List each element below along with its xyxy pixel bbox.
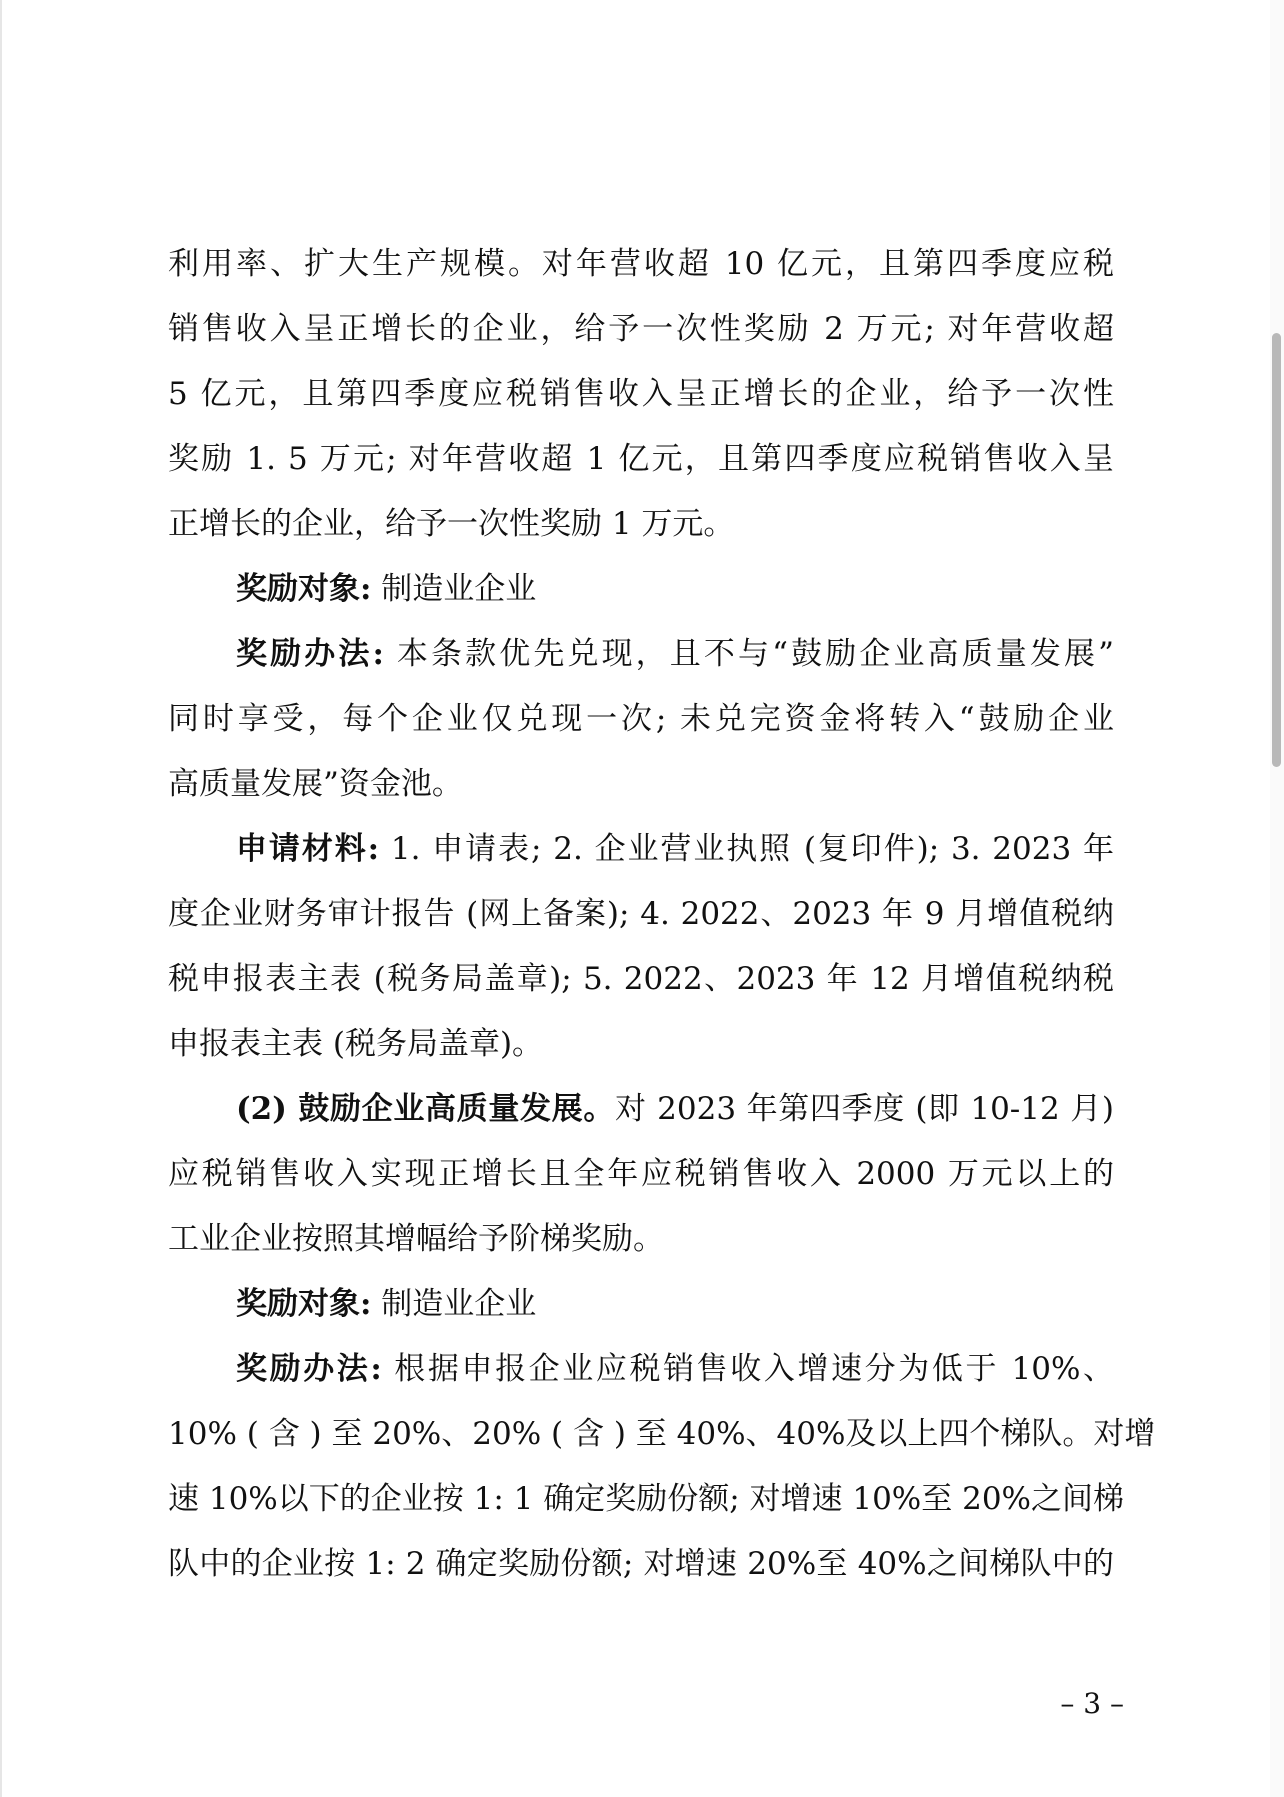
scrollbar-thumb[interactable] (1272, 333, 1281, 767)
section-text: 对 2023 年第四季度 (即 10-12 月) (615, 1091, 1115, 1127)
page-edge (0, 0, 2, 1797)
paragraph-line (168, 1012, 1114, 1077)
application-materials-text: 1. 申请表; 2. 企业营业执照 (复印件); 3. 2023 年 (379, 831, 1114, 867)
line-text: 同时享受，每个企业仅兑现一次; 未兑完资金将转入“鼓励企业 (168, 701, 1114, 737)
paragraph-line (168, 1532, 1114, 1597)
line-text: 速 10%以下的企业按 1: 1 确定奖励份额; 对增速 10%至 20%之间梯 (168, 1481, 1125, 1517)
reward-target-value: 制造业企业 (371, 571, 537, 607)
paragraph-line (168, 1142, 1114, 1207)
reward-method-text: 本条款优先兑现，且不与“鼓励企业高质量发展” (383, 636, 1114, 672)
line-text: 申报表主表 (税务局盖章)。 (168, 1026, 544, 1062)
line-text: 队中的企业按 1: 2 确定奖励份额; 对增速 20%至 40%之间梯队中的 (168, 1546, 1114, 1582)
line-text: 10% ( 含 ) 至 20%、20% ( 含 ) 至 40%、40%及以上四个梯队。对增 (168, 1416, 1156, 1452)
application-materials-line (168, 817, 1114, 882)
paragraph-line (168, 1402, 1156, 1467)
reward-target-line (168, 557, 1114, 622)
paragraph-line (168, 232, 1114, 297)
document-body (168, 232, 1156, 1597)
line-text: 税申报表主表 (税务局盖章); 5. 2022、2023 年 12 月增值税纳税 (168, 961, 1114, 997)
line-text: 销售收入呈正增长的企业，给予一次性奖励 2 万元; 对年营收超 (168, 311, 1114, 347)
line-text: 高质量发展”资金池。 (168, 766, 463, 802)
paragraph-line (168, 492, 1114, 557)
line-text: 奖励 1. 5 万元; 对年营收超 1 亿元，且第四季度应税销售收入呈 (168, 441, 1114, 477)
section-heading-line (168, 1077, 1114, 1142)
line-text: 利用率、扩大生产规模。对年营收超 10 亿元，且第四季度应税 (168, 246, 1114, 282)
line-text: 正增长的企业，给予一次性奖励 1 万元。 (168, 506, 735, 542)
reward-method-label: 奖励办法: (236, 1351, 382, 1387)
line-text: 5 亿元，且第四季度应税销售收入呈正增长的企业，给予一次性 (168, 376, 1114, 412)
line-text: 应税销售收入实现正增长且全年应税销售收入 2000 万元以上的 (168, 1156, 1114, 1192)
paragraph-line (168, 297, 1114, 362)
paragraph-line (168, 1467, 1125, 1532)
section-heading: (2) 鼓励企业高质量发展。 (236, 1091, 615, 1127)
paragraph-line (168, 362, 1114, 427)
reward-target-value: 制造业企业 (371, 1286, 537, 1322)
reward-target-line (168, 1272, 1114, 1337)
application-materials-label: 申请材料: (236, 831, 380, 867)
paragraph-line (168, 882, 1114, 947)
reward-method-line (168, 622, 1114, 687)
vertical-scrollbar[interactable] (1270, 0, 1284, 1797)
reward-method-line (168, 1337, 1114, 1402)
reward-method-text: 根据申报企业应税销售收入增速分为低于 10%、 (381, 1351, 1114, 1387)
line-text: 度企业财务审计报告 (网上备案); 4. 2022、2023 年 9 月增值税纳 (168, 896, 1114, 932)
paragraph-line (168, 1207, 1114, 1272)
reward-target-label: 奖励对象: (236, 1286, 372, 1322)
paragraph-line (168, 947, 1114, 1012)
reward-method-label: 奖励办法: (236, 636, 384, 672)
line-text: 工业企业按照其增幅给予阶梯奖励。 (168, 1221, 664, 1257)
page-number: – 3 – (1060, 1687, 1124, 1720)
paragraph-line (168, 687, 1114, 752)
paragraph-line (168, 427, 1114, 492)
paragraph-line (168, 752, 1114, 817)
reward-target-label: 奖励对象: (236, 571, 372, 607)
